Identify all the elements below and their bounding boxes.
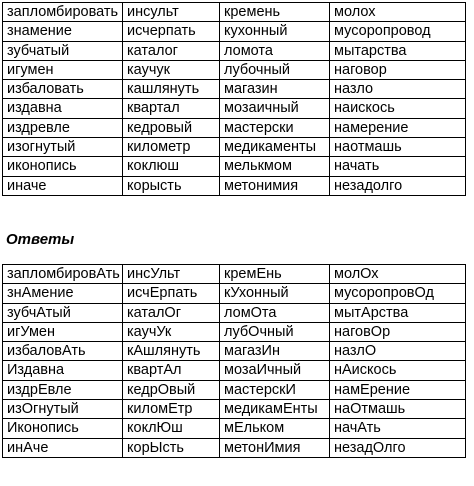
word-cell: кУхонный xyxy=(220,284,330,303)
table-row xyxy=(3,419,466,438)
answers-table xyxy=(2,264,466,458)
word-cell: избаловать xyxy=(3,80,123,99)
word-cell: наискось xyxy=(330,99,466,118)
word-cell: зубчатый xyxy=(3,41,123,60)
word-cell: начАть xyxy=(330,419,466,438)
word-cell: мусоропровОд xyxy=(330,284,466,303)
word-cell: наговОр xyxy=(330,322,466,341)
word-cell: кедровый xyxy=(123,118,220,137)
word-cell: мытарства xyxy=(330,41,466,60)
word-cell: изогнутый xyxy=(3,138,123,157)
answers-heading: Ответы xyxy=(6,231,75,248)
word-cell: мелькмом xyxy=(220,157,330,176)
word-cell: кухонный xyxy=(220,22,330,41)
word-cell: намЕрение xyxy=(330,380,466,399)
word-cell: инАче xyxy=(3,438,123,457)
word-cell: избаловАть xyxy=(3,342,123,361)
word-cell: лубОчный xyxy=(220,322,330,341)
word-cell: игумен xyxy=(3,60,123,79)
table-row xyxy=(3,41,466,60)
word-cell: незадОлго xyxy=(330,438,466,457)
word-cell: молОх xyxy=(330,265,466,284)
word-cell: мозаИчный xyxy=(220,361,330,380)
word-cell: магазИн xyxy=(220,342,330,361)
word-cell: кАшлянуть xyxy=(123,342,220,361)
table-row xyxy=(3,265,466,284)
word-cell: каталог xyxy=(123,41,220,60)
table-row xyxy=(3,22,466,41)
word-cell: молох xyxy=(330,3,466,22)
word-cell: каучУк xyxy=(123,322,220,341)
word-cell: запломбировАть xyxy=(3,265,123,284)
table-row xyxy=(3,3,466,22)
word-cell: исчЕрпать xyxy=(123,284,220,303)
word-cell: кремень xyxy=(220,3,330,22)
word-cell: наотмашь xyxy=(330,138,466,157)
word-cell: исчерпать xyxy=(123,22,220,41)
word-cell: издревле xyxy=(3,118,123,137)
word-cell: корЫсть xyxy=(123,438,220,457)
word-cell: кремЕнь xyxy=(220,265,330,284)
word-cell: знАмение xyxy=(3,284,123,303)
word-cell: квартал xyxy=(123,99,220,118)
word-cell: метонИмия xyxy=(220,438,330,457)
word-cell: издрЕвле xyxy=(3,380,123,399)
table-row xyxy=(3,118,466,137)
table-row xyxy=(3,138,466,157)
table-row xyxy=(3,322,466,341)
word-cell: иначе xyxy=(3,176,123,195)
word-cell: магазин xyxy=(220,80,330,99)
word-cell: мозаичный xyxy=(220,99,330,118)
table-row xyxy=(3,400,466,419)
word-cell: коклЮш xyxy=(123,419,220,438)
word-cell: медикамЕнты xyxy=(220,400,330,419)
word-cell: коклюш xyxy=(123,157,220,176)
word-cell: киломЕтр xyxy=(123,400,220,419)
word-cell: мастерски xyxy=(220,118,330,137)
word-cell: незадолго xyxy=(330,176,466,195)
word-cell: мастерскИ xyxy=(220,380,330,399)
word-cell: назлО xyxy=(330,342,466,361)
table-row xyxy=(3,342,466,361)
word-cell: инсУльт xyxy=(123,265,220,284)
word-cell: метонимия xyxy=(220,176,330,195)
questions-table-body xyxy=(3,3,466,196)
table-row xyxy=(3,80,466,99)
word-cell: наговор xyxy=(330,60,466,79)
questions-table xyxy=(2,2,466,196)
word-cell: корысть xyxy=(123,176,220,195)
table-row xyxy=(3,438,466,457)
word-cell: каучук xyxy=(123,60,220,79)
word-cell: инсульт xyxy=(123,3,220,22)
word-cell: наОтмашь xyxy=(330,400,466,419)
word-cell: километр xyxy=(123,138,220,157)
word-cell: Иконопись xyxy=(3,419,123,438)
word-cell: мусоропровод xyxy=(330,22,466,41)
table-row xyxy=(3,60,466,79)
word-cell: зубчАтый xyxy=(3,303,123,322)
word-cell: ломота xyxy=(220,41,330,60)
word-cell: иконопись xyxy=(3,157,123,176)
word-cell: мытАрства xyxy=(330,303,466,322)
word-cell: издавна xyxy=(3,99,123,118)
word-cell: мЕльком xyxy=(220,419,330,438)
word-cell: намерение xyxy=(330,118,466,137)
answers-table-body xyxy=(3,265,466,458)
word-cell: нАискось xyxy=(330,361,466,380)
word-cell: кедрОвый xyxy=(123,380,220,399)
word-cell: Издавна xyxy=(3,361,123,380)
table-row xyxy=(3,99,466,118)
word-cell: назло xyxy=(330,80,466,99)
word-cell: изОгнутый xyxy=(3,400,123,419)
word-cell: знамение xyxy=(3,22,123,41)
word-cell: ломОта xyxy=(220,303,330,322)
table-row xyxy=(3,157,466,176)
word-cell: медикаменты xyxy=(220,138,330,157)
table-row xyxy=(3,176,466,195)
word-cell: начать xyxy=(330,157,466,176)
table-row xyxy=(3,303,466,322)
word-cell: каталОг xyxy=(123,303,220,322)
word-cell: лубочный xyxy=(220,60,330,79)
table-row xyxy=(3,380,466,399)
word-cell: квартАл xyxy=(123,361,220,380)
word-cell: игУмен xyxy=(3,322,123,341)
table-row xyxy=(3,361,466,380)
word-cell: запломбировать xyxy=(3,3,123,22)
word-cell: кашлянуть xyxy=(123,80,220,99)
table-row xyxy=(3,284,466,303)
